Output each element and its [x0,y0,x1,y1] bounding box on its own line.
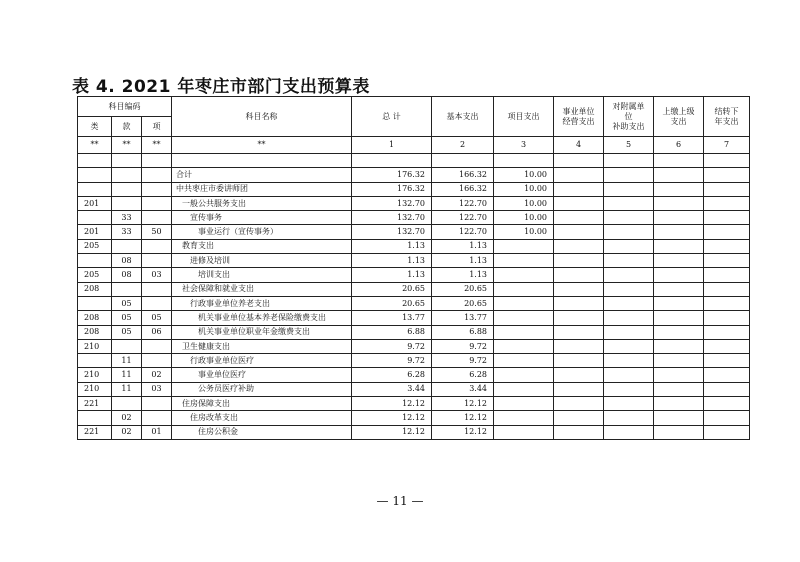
cell-total: 132.70 [352,225,432,239]
cell-biz [554,282,604,296]
cell-kuan [112,196,142,210]
cell-sub [604,397,654,411]
cell-upper [654,382,704,396]
cell-upper [654,354,704,368]
cell-kuan: 11 [112,368,142,382]
cell-lei [78,254,112,268]
spacer-cell [142,154,172,168]
cell-carry [704,296,750,310]
header-sub-line2: 位 [624,111,633,121]
cell-project [494,425,554,439]
cell-biz [554,397,604,411]
cell-kuan [112,397,142,411]
cell-carry [704,211,750,225]
spacer-cell [654,154,704,168]
cell-biz [554,196,604,210]
cell-basic: 122.70 [432,225,494,239]
index-xiang: ** [142,137,172,154]
table-header [78,97,750,154]
cell-lei: 208 [78,325,112,339]
cell-upper [654,339,704,353]
table-row [78,425,750,439]
index-2: 2 [432,137,494,154]
spacer-cell [112,154,142,168]
cell-basic: 1.13 [432,254,494,268]
header-sub-line3: 补助支出 [612,121,645,131]
cell-total: 3.44 [352,382,432,396]
cell-carry [704,182,750,196]
cell-project: 10.00 [494,225,554,239]
cell-lei: 205 [78,268,112,282]
cell-sub [604,311,654,325]
cell-upper [654,225,704,239]
cell-carry [704,268,750,282]
header-upper-line2: 支出 [670,116,687,126]
cell-xiang: 50 [142,225,172,239]
cell-upper [654,311,704,325]
cell-carry [704,311,750,325]
page-number: — 11 — [376,494,424,508]
cell-carry [704,254,750,268]
cell-total: 1.13 [352,239,432,253]
cell-xiang [142,239,172,253]
cell-biz [554,325,604,339]
index-7: 7 [704,137,750,154]
cell-basic: 6.28 [432,368,494,382]
cell-project [494,239,554,253]
budget-table [77,96,750,440]
cell-biz [554,382,604,396]
cell-lei: 208 [78,311,112,325]
table-row [78,397,750,411]
cell-total: 6.88 [352,325,432,339]
cell-xiang [142,282,172,296]
cell-total: 20.65 [352,282,432,296]
cell-xiang: 01 [142,425,172,439]
cell-subject-name: 培训支出 [172,268,352,282]
header-biz-line1: 事业单位 [562,106,595,116]
cell-basic: 166.32 [432,168,494,182]
cell-xiang [142,339,172,353]
cell-kuan: 05 [112,325,142,339]
cell-xiang [142,168,172,182]
cell-carry [704,368,750,382]
cell-biz [554,211,604,225]
cell-lei [78,296,112,310]
cell-kuan [112,182,142,196]
cell-subject-name: 公务员医疗补助 [172,382,352,396]
cell-upper [654,368,704,382]
cell-upper [654,397,704,411]
cell-sub [604,254,654,268]
index-3: 3 [494,137,554,154]
cell-kuan: 11 [112,382,142,396]
cell-xiang [142,411,172,425]
cell-project [494,411,554,425]
table-row [78,239,750,253]
header-lei: 类 [78,117,112,137]
cell-total: 132.70 [352,196,432,210]
cell-upper [654,196,704,210]
cell-subject-name: 教育支出 [172,239,352,253]
header-xiang: 项 [142,117,172,137]
cell-total: 1.13 [352,268,432,282]
cell-carry [704,239,750,253]
index-6: 6 [654,137,704,154]
cell-biz [554,411,604,425]
cell-biz [554,254,604,268]
header-upper-line1: 上缴上级 [662,106,695,116]
cell-sub [604,296,654,310]
cell-basic: 9.72 [432,354,494,368]
cell-xiang: 03 [142,382,172,396]
header-subject-name: 科目名称 [172,97,352,137]
cell-upper [654,168,704,182]
index-4: 4 [554,137,604,154]
cell-basic: 20.65 [432,296,494,310]
header-sub [604,97,654,137]
cell-project [494,311,554,325]
cell-subject-name: 进修及培训 [172,254,352,268]
spacer-cell [604,154,654,168]
cell-subject-name: 中共枣庄市委讲师团 [172,182,352,196]
cell-biz [554,425,604,439]
cell-sub [604,425,654,439]
cell-project [494,325,554,339]
cell-project [494,354,554,368]
table-row [78,268,750,282]
cell-upper [654,282,704,296]
header-total: 总 计 [352,97,432,137]
cell-carry [704,339,750,353]
cell-basic: 122.70 [432,196,494,210]
cell-lei [78,211,112,225]
cell-carry [704,225,750,239]
cell-subject-name: 住房公积金 [172,425,352,439]
cell-biz [554,354,604,368]
table-row [78,168,750,182]
cell-upper [654,325,704,339]
index-kuan: ** [112,137,142,154]
cell-xiang [142,196,172,210]
cell-sub [604,239,654,253]
cell-total: 13.77 [352,311,432,325]
cell-subject-name: 住房改革支出 [172,411,352,425]
cell-subject-name: 行政事业单位养老支出 [172,296,352,310]
table-row [78,254,750,268]
header-basic: 基本支出 [432,97,494,137]
cell-biz [554,311,604,325]
cell-subject-name: 事业运行（宣传事务） [172,225,352,239]
cell-lei: 221 [78,425,112,439]
cell-total: 9.72 [352,354,432,368]
cell-project [494,268,554,282]
cell-lei: 208 [78,282,112,296]
header-project: 项目支出 [494,97,554,137]
cell-upper [654,296,704,310]
cell-basic: 122.70 [432,211,494,225]
cell-subject-name: 机关事业单位职业年金缴费支出 [172,325,352,339]
cell-project: 10.00 [494,211,554,225]
header-kuan: 款 [112,117,142,137]
index-lei: ** [78,137,112,154]
cell-subject-name: 行政事业单位医疗 [172,354,352,368]
cell-project [494,339,554,353]
cell-kuan: 08 [112,268,142,282]
spacer-cell [352,154,432,168]
header-biz [554,97,604,137]
cell-kuan: 33 [112,211,142,225]
cell-lei: 205 [78,239,112,253]
cell-upper [654,211,704,225]
cell-sub [604,211,654,225]
cell-biz [554,268,604,282]
cell-carry [704,168,750,182]
cell-subject-name: 事业单位医疗 [172,368,352,382]
table-row [78,196,750,210]
cell-lei: 210 [78,382,112,396]
cell-biz [554,168,604,182]
cell-lei [78,182,112,196]
cell-subject-name: 一般公共服务支出 [172,196,352,210]
cell-subject-name: 社会保障和就业支出 [172,282,352,296]
cell-basic: 20.65 [432,282,494,296]
header-code-group: 科目编码 [78,97,172,117]
header-carry [704,97,750,137]
cell-sub [604,168,654,182]
cell-project: 10.00 [494,182,554,196]
cell-biz [554,182,604,196]
cell-xiang [142,397,172,411]
spacer-cell [432,154,494,168]
index-5: 5 [604,137,654,154]
cell-carry [704,382,750,396]
cell-project [494,282,554,296]
cell-project [494,368,554,382]
cell-upper [654,239,704,253]
cell-lei: 201 [78,225,112,239]
table-row [78,282,750,296]
cell-kuan [112,339,142,353]
cell-basic: 9.72 [432,339,494,353]
index-1: 1 [352,137,432,154]
cell-lei [78,168,112,182]
cell-basic: 166.32 [432,182,494,196]
cell-carry [704,397,750,411]
cell-sub [604,382,654,396]
cell-kuan [112,239,142,253]
cell-xiang [142,296,172,310]
cell-kuan: 02 [112,425,142,439]
cell-project [494,296,554,310]
cell-total: 1.13 [352,254,432,268]
cell-sub [604,411,654,425]
header-biz-line2: 经营支出 [562,116,595,126]
table-row [78,182,750,196]
spacer-cell [704,154,750,168]
cell-subject-name: 宣传事务 [172,211,352,225]
cell-lei: 210 [78,339,112,353]
cell-total: 12.12 [352,411,432,425]
table-row [78,382,750,396]
cell-total: 6.28 [352,368,432,382]
cell-upper [654,411,704,425]
cell-carry [704,282,750,296]
cell-basic: 1.13 [432,268,494,282]
table-body [78,154,750,440]
cell-basic: 12.12 [432,411,494,425]
cell-sub [604,354,654,368]
cell-total: 132.70 [352,211,432,225]
table-row [78,296,750,310]
cell-kuan: 05 [112,296,142,310]
cell-total: 20.65 [352,296,432,310]
header-spacer-row [78,154,750,168]
cell-total: 176.32 [352,182,432,196]
cell-kuan: 05 [112,311,142,325]
cell-kuan [112,282,142,296]
cell-xiang: 06 [142,325,172,339]
cell-xiang [142,354,172,368]
spacer-cell [172,154,352,168]
cell-sub [604,325,654,339]
cell-biz [554,368,604,382]
cell-total: 12.12 [352,425,432,439]
cell-sub [604,196,654,210]
cell-sub [604,368,654,382]
cell-lei [78,354,112,368]
cell-subject-name: 机关事业单位基本养老保险缴费支出 [172,311,352,325]
cell-xiang: 03 [142,268,172,282]
cell-sub [604,268,654,282]
cell-biz [554,225,604,239]
cell-xiang: 05 [142,311,172,325]
table-row [78,411,750,425]
cell-lei: 210 [78,368,112,382]
cell-subject-name: 卫生健康支出 [172,339,352,353]
cell-upper [654,425,704,439]
cell-basic: 12.12 [432,397,494,411]
cell-basic: 12.12 [432,425,494,439]
cell-subject-name: 住房保障支出 [172,397,352,411]
cell-kuan: 11 [112,354,142,368]
cell-project: 10.00 [494,168,554,182]
cell-sub [604,225,654,239]
spacer-cell [78,154,112,168]
cell-carry [704,325,750,339]
cell-biz [554,339,604,353]
cell-lei: 201 [78,196,112,210]
cell-carry [704,411,750,425]
cell-carry [704,196,750,210]
cell-project: 10.00 [494,196,554,210]
cell-xiang [142,211,172,225]
table-row [78,225,750,239]
cell-kuan: 02 [112,411,142,425]
cell-basic: 6.88 [432,325,494,339]
cell-sub [604,282,654,296]
header-carry-line1: 结转下 [714,106,739,116]
cell-upper [654,182,704,196]
table-row [78,325,750,339]
cell-lei [78,411,112,425]
cell-xiang [142,182,172,196]
page-title: 表 4. 2021 年枣庄市部门支出预算表 [72,77,370,97]
table-row [78,368,750,382]
cell-upper [654,254,704,268]
cell-biz [554,239,604,253]
table-row [78,311,750,325]
cell-sub [604,339,654,353]
cell-total: 176.32 [352,168,432,182]
table-row [78,339,750,353]
cell-basic: 1.13 [432,239,494,253]
cell-total: 12.12 [352,397,432,411]
cell-lei: 221 [78,397,112,411]
index-name: ** [172,137,352,154]
spacer-cell [494,154,554,168]
cell-carry [704,354,750,368]
cell-sub [604,182,654,196]
header-upper [654,97,704,137]
cell-upper [654,268,704,282]
table-row [78,211,750,225]
cell-basic: 13.77 [432,311,494,325]
header-carry-line2: 年支出 [714,116,739,126]
cell-basic: 3.44 [432,382,494,396]
cell-project [494,254,554,268]
cell-subject-name: 合计 [172,168,352,182]
spacer-cell [554,154,604,168]
cell-carry [704,425,750,439]
cell-kuan [112,168,142,182]
cell-total: 9.72 [352,339,432,353]
cell-xiang: 02 [142,368,172,382]
cell-project [494,397,554,411]
cell-biz [554,296,604,310]
cell-kuan: 33 [112,225,142,239]
table-row [78,354,750,368]
cell-xiang [142,254,172,268]
header-sub-line1: 对附属单 [612,101,645,111]
cell-project [494,382,554,396]
cell-kuan: 08 [112,254,142,268]
